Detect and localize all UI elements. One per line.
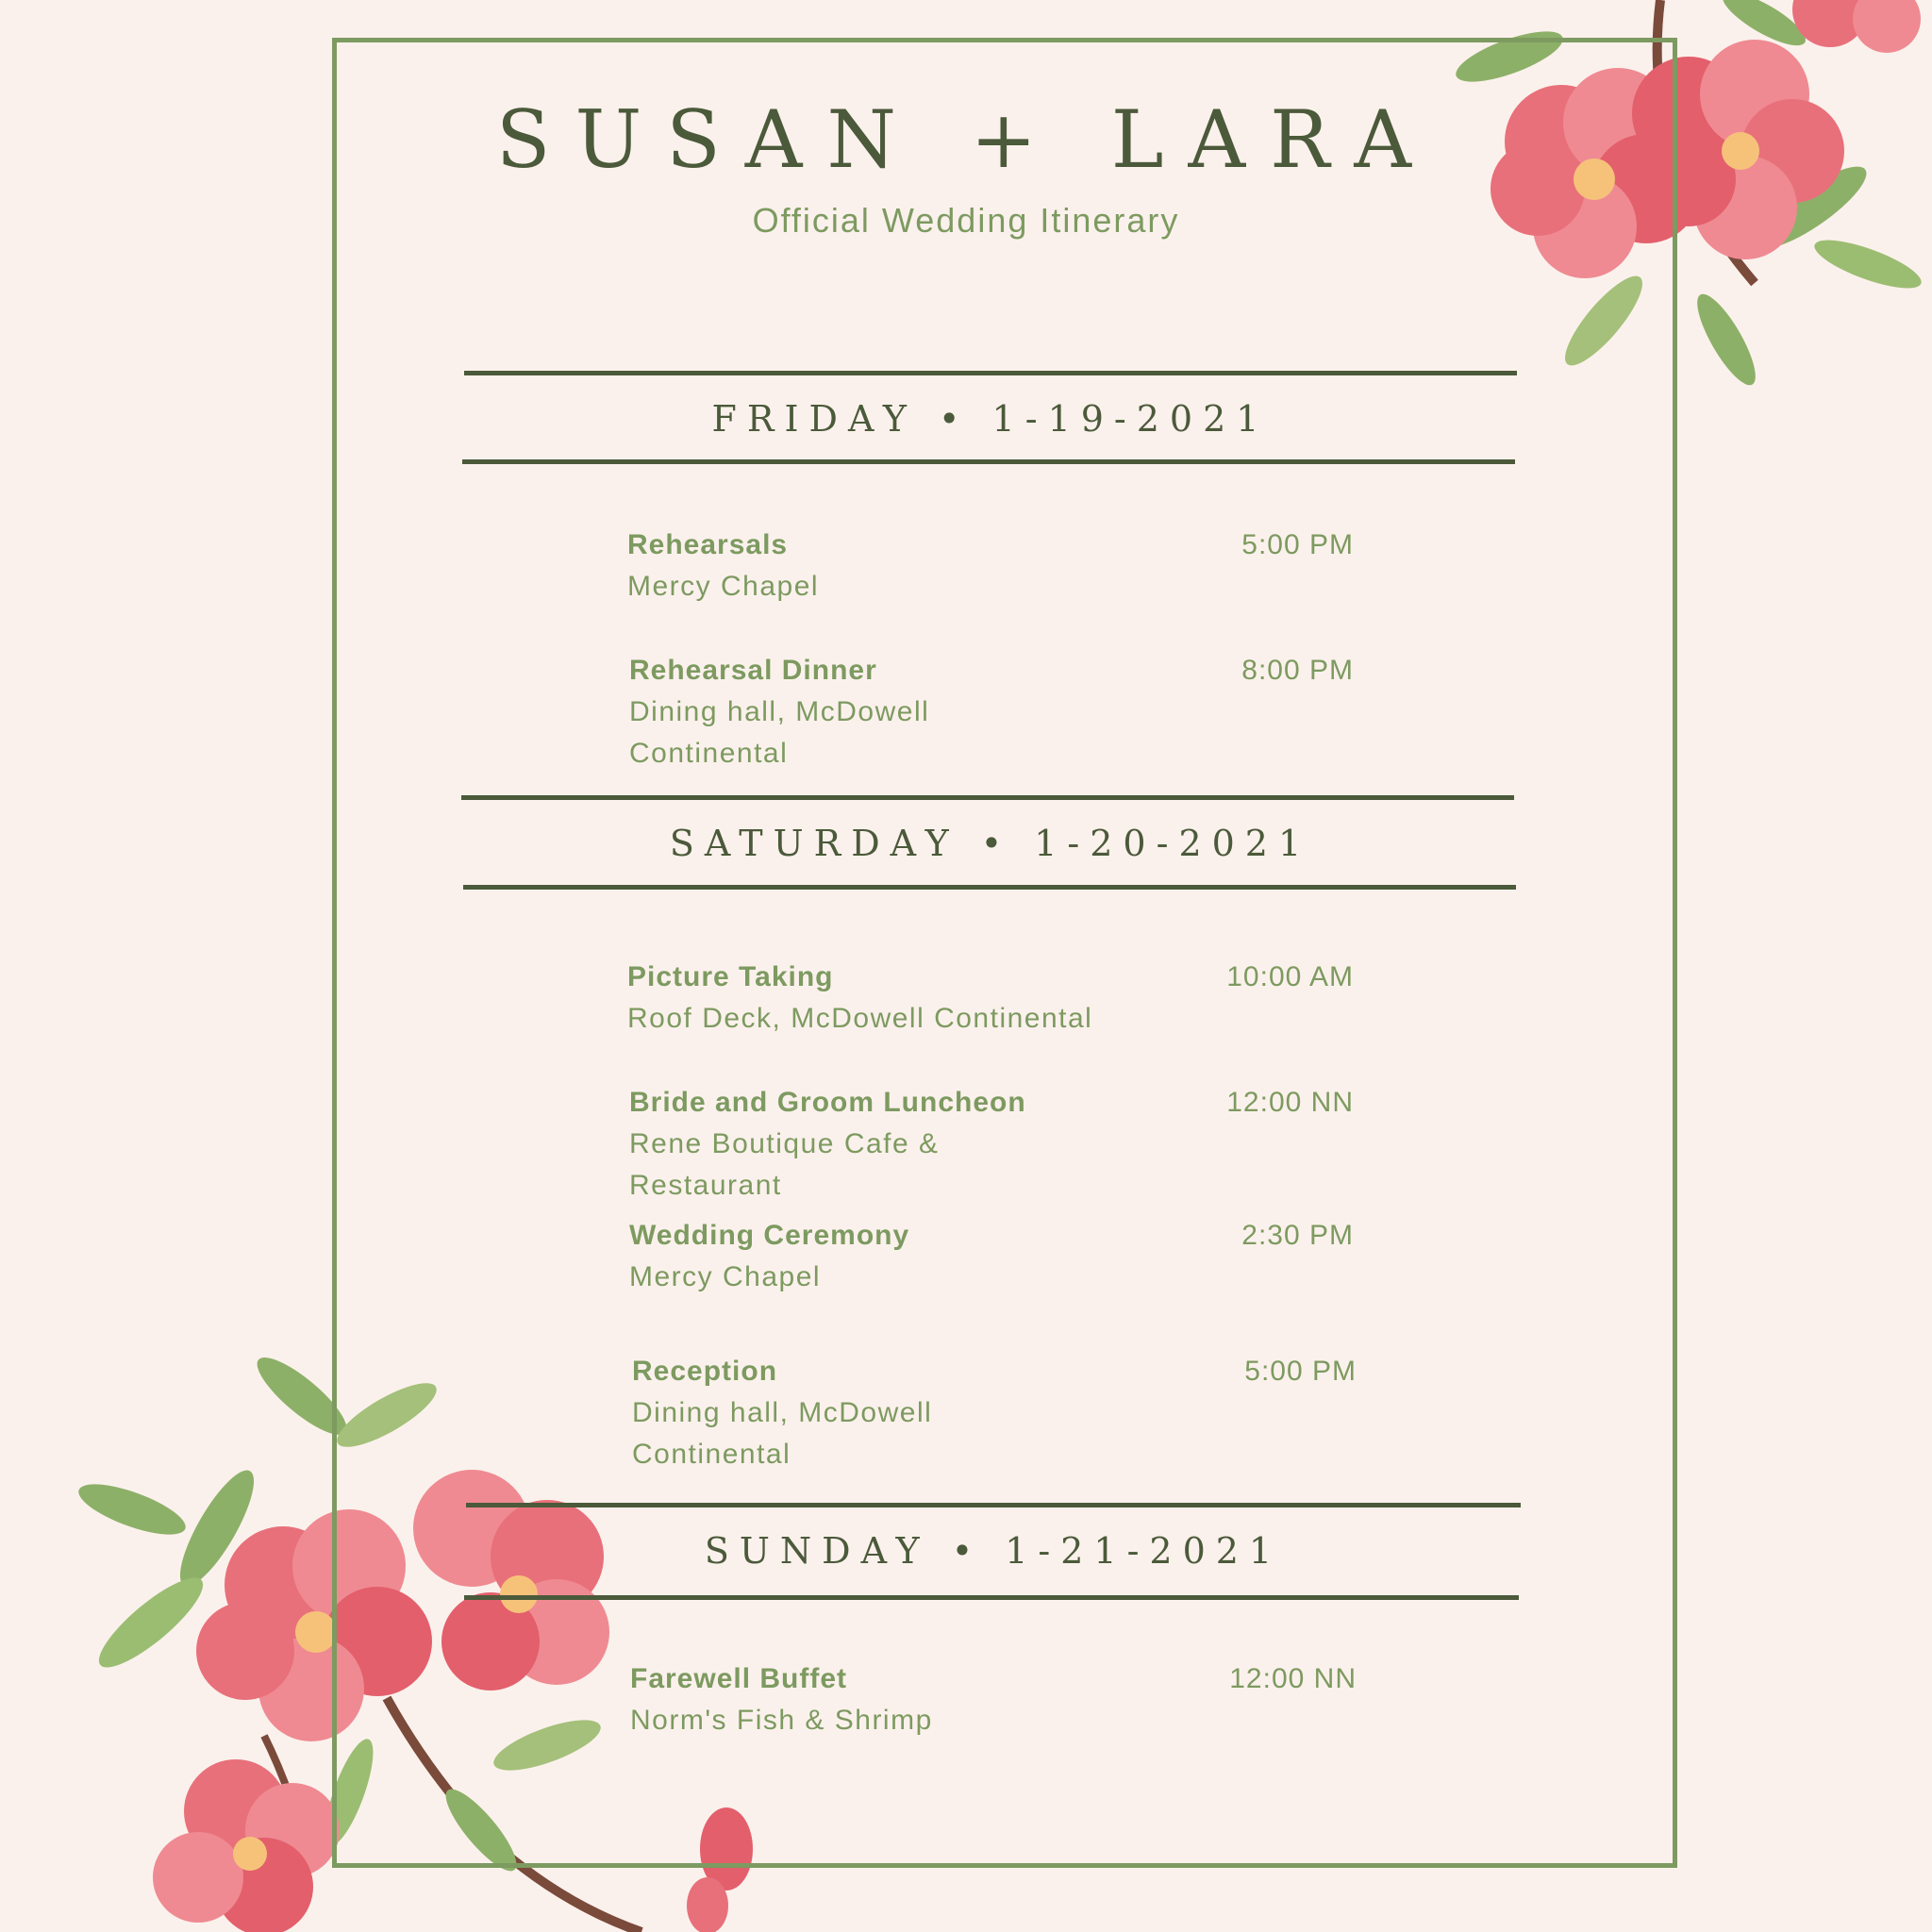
event-name: Bride and Groom Luncheon: [629, 1087, 1026, 1118]
event-time: 5:00 PM: [1241, 529, 1354, 560]
event-location: Rene Boutique Cafe & Restaurant: [629, 1128, 940, 1201]
event-time: 8:00 PM: [1241, 655, 1354, 686]
divider: [463, 885, 1516, 890]
divider: [464, 371, 1517, 375]
event-location: Norm's Fish & Shrimp: [630, 1705, 933, 1736]
page-frame: [332, 38, 1677, 1868]
event-location: Dining hall, McDowell Continental: [632, 1397, 933, 1470]
event-name: Picture Taking: [627, 961, 834, 992]
event-time: 10:00 AM: [1226, 961, 1354, 992]
divider: [466, 1503, 1521, 1507]
event-location: Mercy Chapel: [629, 1261, 822, 1292]
event-time: 12:00 NN: [1229, 1663, 1357, 1694]
day-heading-saturday: SATURDAY • 1-20-2021: [669, 823, 1312, 864]
event-name: Farewell Buffet: [630, 1663, 848, 1694]
divider: [461, 795, 1514, 800]
event-name: Reception: [632, 1356, 778, 1387]
event-time: 12:00 NN: [1226, 1087, 1354, 1118]
event-time: 5:00 PM: [1244, 1356, 1357, 1387]
divider: [464, 1595, 1519, 1600]
event-time: 2:30 PM: [1241, 1220, 1354, 1251]
event-name: Rehearsals: [627, 529, 789, 560]
page-title: SUSAN + LARA: [495, 93, 1437, 186]
day-heading-friday: FRIDAY • 1-19-2021: [711, 398, 1270, 440]
event-location: Dining hall, McDowell Continental: [629, 696, 930, 769]
event-location: Roof Deck, McDowell Continental: [627, 1003, 1093, 1034]
event-name: Wedding Ceremony: [629, 1220, 910, 1251]
event-location: Mercy Chapel: [627, 571, 820, 602]
page-subtitle: Official Wedding Itinerary: [752, 201, 1180, 240]
day-heading-sunday: SUNDAY • 1-21-2021: [704, 1530, 1283, 1572]
event-name: Rehearsal Dinner: [629, 655, 877, 686]
divider: [462, 459, 1515, 464]
